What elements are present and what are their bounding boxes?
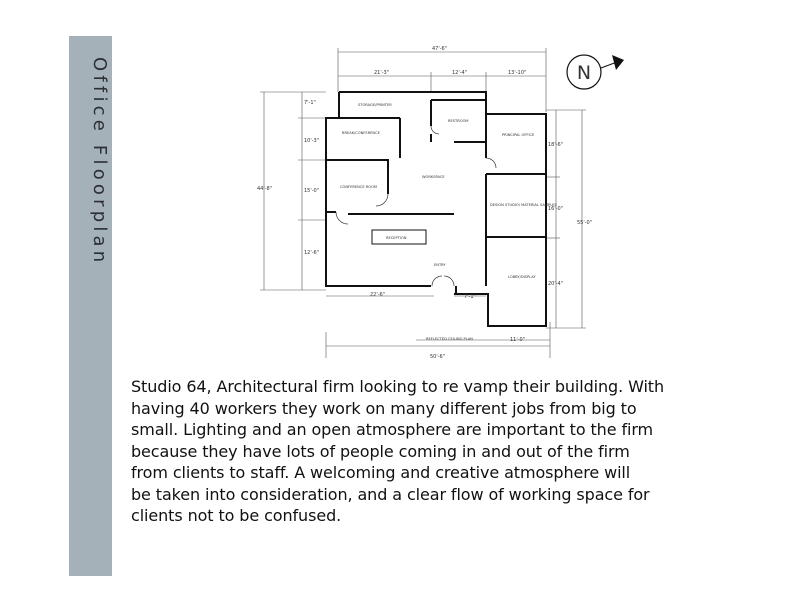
project-description <box>131 376 746 527</box>
room-label-conference: CONFERENCE ROOM <box>340 185 377 189</box>
floorplan-svg <box>256 42 636 364</box>
room-label-reception: RECEPTION <box>386 236 407 240</box>
room-label-entry: ENTRY <box>434 263 446 267</box>
description-line: from clients to staff. A welcoming and creative atmosphere will <box>131 463 631 482</box>
plan-note: REFLECTED CEILING PLAN <box>426 337 473 341</box>
north-arrow-head <box>612 55 624 70</box>
description-line: small. Lighting and an open atmosphere are important to the firm <box>131 420 654 439</box>
dim-top-b: 12'-4" <box>452 70 468 76</box>
floorplan-walls <box>326 92 546 326</box>
room-label-storage: STORAGE/PRINTER <box>358 103 392 107</box>
dim-top-total: 47'-6" <box>432 46 448 52</box>
door-swings <box>336 126 496 286</box>
floorplan-drawing <box>256 42 636 364</box>
room-label-lobby: LOBBY/DISPLAY <box>508 275 536 279</box>
room-labels <box>340 103 557 341</box>
room-label-workspace: WORKSPACE <box>422 175 445 179</box>
north-label: N <box>576 62 592 84</box>
description-line: Studio 64, Architectural firm looking to re vamp their building. With <box>131 377 664 396</box>
dim-right-total: 55'-0" <box>577 220 593 226</box>
dim-bottom-total: 50'-6" <box>430 354 446 360</box>
room-label-principal: PRINCIPAL OFFICE <box>502 133 535 137</box>
room-label-design: DESIGN STUDIO/ MATERIAL SAMPLES <box>490 203 557 207</box>
dim-top-a: 21'-3" <box>374 70 390 76</box>
north-arrow <box>567 55 624 89</box>
dim-left-c: 15'-0" <box>304 188 320 194</box>
dim-top-c: 13'-10" <box>508 70 527 76</box>
dim-left-total: 44'-8" <box>257 186 273 192</box>
description-line: be taken into consideration, and a clear flow of working space for <box>131 484 650 504</box>
room-label-restroom: RESTROOM <box>448 119 469 123</box>
dim-left-b: 10'-3" <box>304 138 320 144</box>
dim-bottom-c: 11'-0" <box>510 337 526 343</box>
dim-bottom-a: 22'-6" <box>370 292 386 298</box>
page-title: Office Floorplan <box>89 57 110 267</box>
dim-right-c: 20'-4" <box>548 281 564 287</box>
description-line: having 40 workers they work on many different jobs from big to <box>131 398 637 418</box>
dim-left-a: 7'-1" <box>304 100 316 106</box>
dim-left-d: 12'-6" <box>304 250 320 256</box>
description-line: because they have lots of people coming in and out of the firm <box>131 441 630 461</box>
dim-right-a: 18'-6" <box>548 142 564 148</box>
dim-right-b: 16'-0" <box>548 206 564 212</box>
room-label-break: BREAK/CONFERENCE <box>342 131 380 135</box>
description-line: clients not to be confused. <box>131 506 342 525</box>
dim-bottom-b: 7'-1" <box>464 294 476 300</box>
